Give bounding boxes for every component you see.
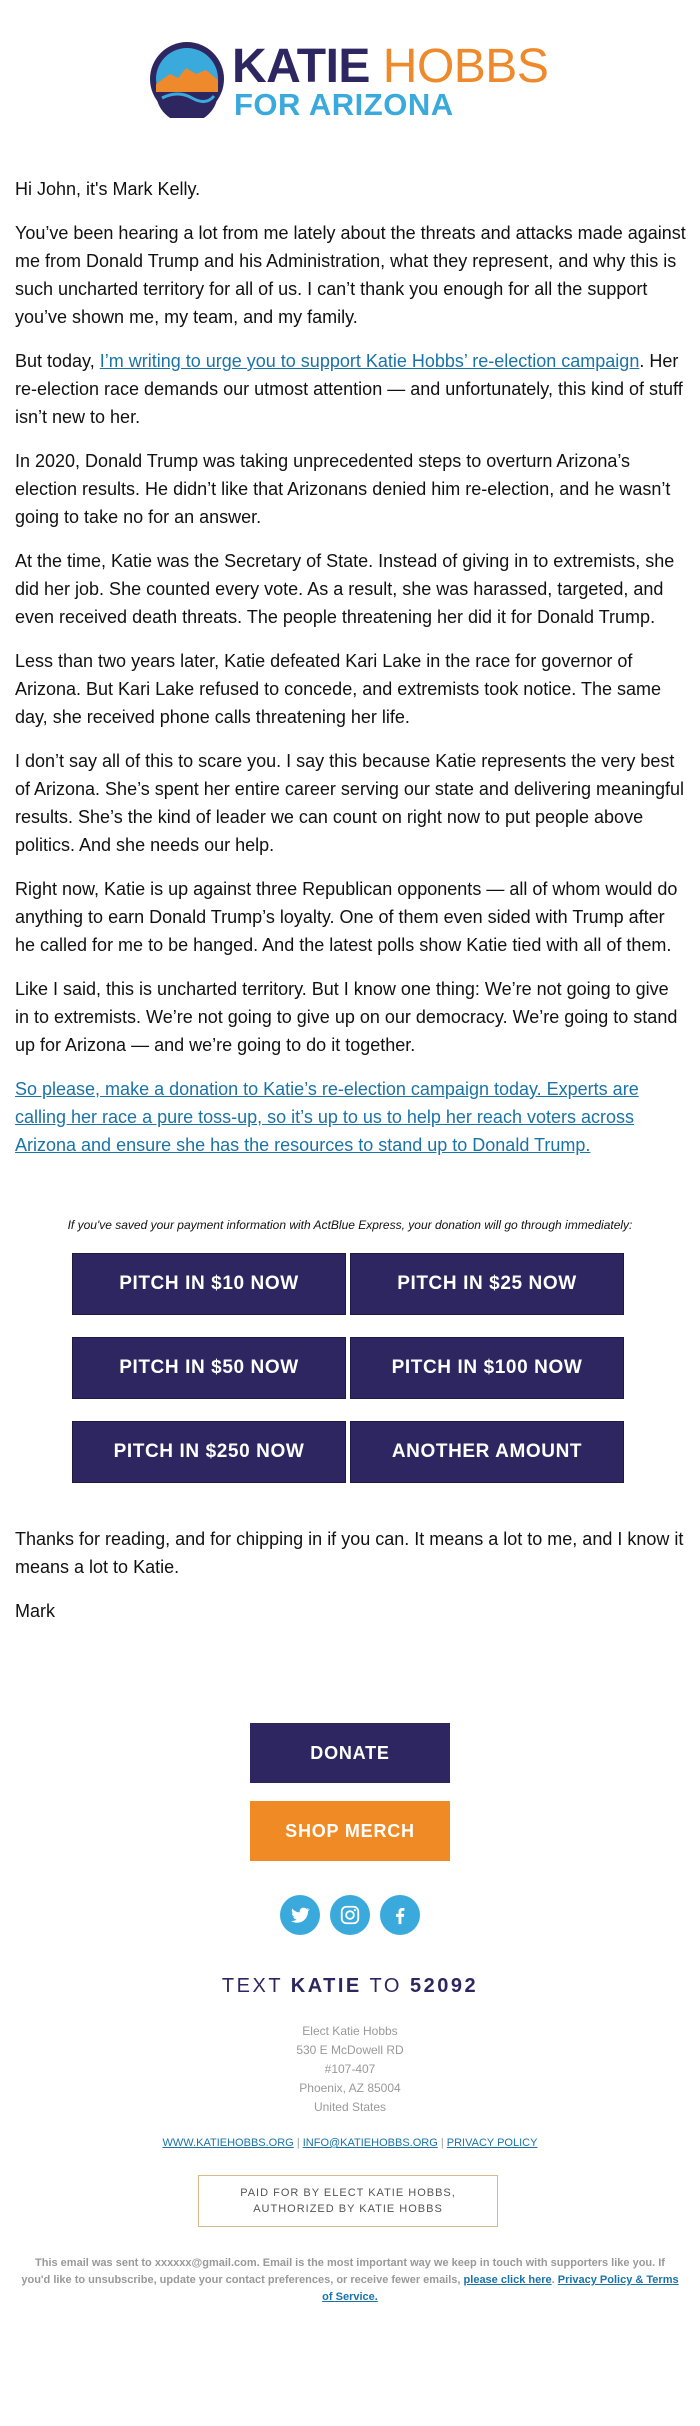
paragraph-8: Like I said, this is uncharted territory. But I know one thing: We’re not going to give in to extremists. We’re not going to give up on our democracy. We’re going to stand up for Arizona — and we’re going to do it together. — [15, 979, 678, 1055]
pitch-100-button[interactable]: PITCH IN $100 NOW — [350, 1337, 624, 1399]
mailing-address: Elect Katie Hobbs 530 E McDowell RD #107-407 Phoenix, AZ 85004 United States — [296, 2024, 404, 2114]
shop-merch-button[interactable]: SHOP MERCH — [250, 1801, 450, 1861]
logo-tagline: FOR ARIZONA — [234, 87, 454, 122]
another-amount-button[interactable]: ANOTHER AMOUNT — [350, 1421, 624, 1483]
text-number: 52092 — [409, 1975, 479, 1997]
closing-thanks: Thanks for reading, and for chipping in if you can. It means a lot to me, and I know it means a lot to Katie. — [15, 1529, 684, 1577]
arizona-landscape-logo-icon — [148, 40, 226, 118]
actblue-express-note: If you've saved your payment information with ActBlue Express, your donation will go through immediately: — [67, 1218, 633, 1232]
text-to-donate: TEXT KATIE TO 52092 — [221, 1975, 479, 1997]
pitch-25-button[interactable]: PITCH IN $25 NOW — [350, 1253, 624, 1315]
paragraph-5: Less than two years later, Katie defeated Kari Lake in the race for governor of Arizona. But Kari Lake refused to concede, and extremists took notice. The same day, she received phone calls threatening her life. — [15, 651, 662, 727]
header — [0, 40, 700, 130]
paragraph-2: But today, I’m writing to urge you to support Katie Hobbs’ re-election campaign. Her re-election race demands our utmost attention — and unfortunately, this kind of stuff isn’t new to her. — [15, 351, 683, 427]
terms-link[interactable]: Privacy Policy & Terms of Service. — [322, 2274, 679, 2303]
pitch-10-button[interactable]: PITCH IN $10 NOW — [72, 1253, 346, 1315]
support-campaign-link[interactable]: I’m writing to urge you to support Katie Hobbs’ re-election campaign — [99, 351, 640, 371]
paragraph-4: At the time, Katie was the Secretary of State. Instead of giving in to extremists, she did her job. She counted every vote. As a result, she was harassed, targeted, and even received death threats. The people threatening her did it for Donald Trump. — [15, 551, 675, 627]
privacy-policy-link[interactable]: PRIVACY POLICY — [446, 2137, 538, 2149]
email-link[interactable]: INFO@KATIEHOBBS.ORG — [302, 2137, 438, 2149]
text-keyword: KATIE — [290, 1975, 362, 1997]
paragraph-9 — [15, 1075, 687, 1159]
paragraph-3: In 2020, Donald Trump was taking unprecedented steps to overturn Arizona’s election results. He didn’t like that Arizonans denied him re-election, and he wasn’t going to take no for an answer. — [15, 451, 671, 527]
instagram-icon[interactable] — [330, 1895, 370, 1935]
logo-last-name: HOBBS — [382, 40, 549, 93]
closing — [15, 1525, 687, 1641]
facebook-icon[interactable] — [380, 1895, 420, 1935]
paragraph-1: You’ve been hearing a lot from me lately about the threats and attacks made against me from Donald Trump and his Administration, what they represent, and why this is such uncharted territory for all of us. I can’t thank you enough for all the support you’ve shown me, my team, and my family. — [15, 223, 686, 327]
donate-appeal-link[interactable]: So please, make a donation to Katie’s re-election campaign today. Experts are calling her race a pure toss-up, so it’s up to us to help her reach voters across Arizona and ensure she has the resources to stand up to Donald Trump. — [15, 1079, 639, 1155]
fine-print: This email was sent to xxxxxx@gmail.com. Email is the most important way we keep in touch with supporters like you. If you'd like to unsubscribe, update your contact preferences, or receive fewer emails, please click here. Privacy Policy & Terms of Service. — [21, 2257, 679, 2303]
footer-links: WWW.KATIEHOBBS.ORG | INFO@KATIEHOBBS.ORG | PRIVACY POLICY — [162, 2137, 538, 2149]
twitter-icon[interactable] — [280, 1895, 320, 1935]
unsubscribe-link[interactable]: please click here — [463, 2274, 552, 2286]
paragraph-6: I don’t say all of this to scare you. I say this because Katie represents the very best of Arizona. She’s spent her entire career serving our state and delivering meaningful results. She’s the kind of leader we can count on right now to put people above politics. And she needs our help. — [15, 751, 685, 855]
pitch-50-button[interactable]: PITCH IN $50 NOW — [72, 1337, 346, 1399]
pitch-250-button[interactable]: PITCH IN $250 NOW — [72, 1421, 346, 1483]
logo-first-name: KATIE — [232, 40, 370, 93]
letter-body — [15, 175, 687, 1175]
campaign-logo — [148, 40, 558, 124]
website-link[interactable]: WWW.KATIEHOBBS.ORG — [162, 2137, 294, 2149]
paid-for-disclaimer: PAID FOR BY ELECT KATIE HOBBS, AUTHORIZED BY KATIE HOBBS — [198, 2175, 498, 2227]
greeting: Hi John, it's Mark Kelly. — [15, 179, 201, 199]
paragraph-7: Right now, Katie is up against three Republican opponents — all of whom would do anything to earn Donald Trump’s loyalty. One of them even sided with Trump after he called for me to be hanged. And the latest polls show Katie tied with all of them. — [15, 879, 678, 955]
donate-button[interactable]: DONATE — [250, 1723, 450, 1783]
signoff: Mark — [15, 1601, 55, 1621]
